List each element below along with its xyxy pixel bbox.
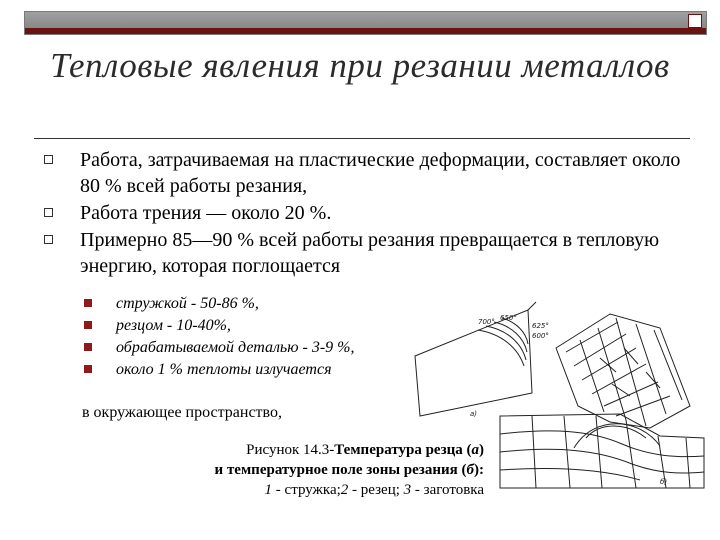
workpiece-grid-line [500, 431, 704, 457]
slide-title: Тепловые явления при резании металлов [50, 46, 670, 85]
workpiece-grid-line [500, 449, 704, 473]
bullet-text: Работа, затрачиваемая на пластические деформации, составляет около 80 % всей работы резания, [80, 149, 681, 197]
caption-text: ): [474, 462, 484, 478]
filled-square-bullet-icon [84, 365, 92, 373]
chip-grid-line [566, 322, 670, 416]
caption-text: Температура резца ( [334, 442, 472, 458]
isotherm-line [486, 326, 526, 360]
header-bar-accent [25, 28, 706, 34]
figure-caption [148, 440, 484, 500]
bullet-text: Работа трения — около 20 %. [80, 202, 332, 224]
hollow-square-bullet-icon [44, 235, 53, 244]
caption-text: 1 [264, 482, 273, 498]
sub-bullet-text: стружкой - 50-86 %, [116, 295, 259, 312]
main-bullet-list [44, 147, 684, 280]
caption-text: - заготовка [411, 482, 484, 498]
sub-bullet-text: около 1 % теплоты излучается [116, 361, 332, 378]
sub-bullet-text: резцом - 10-40%, [116, 317, 231, 334]
caption-text: Рисунок 14.3- [246, 442, 335, 458]
caption-text: 3 [403, 482, 412, 498]
isotherm-label: 600° [532, 332, 549, 340]
caption-text: б [466, 462, 474, 478]
corner-square-icon [688, 14, 702, 28]
leader-line [528, 302, 536, 310]
caption-text: - резец; [348, 482, 404, 498]
workpiece-grid-line [500, 468, 640, 480]
panel-label: б) [660, 478, 668, 486]
sub-bullet-continuation: в окружающее пространство, [82, 404, 282, 421]
isotherm-line [478, 330, 524, 366]
caption-text: 2 [340, 482, 349, 498]
sub-bullet-text: обрабатываемой деталью - 3-9 %, [116, 339, 355, 356]
isotherm-label: 700° [478, 318, 495, 326]
caption-text: а [471, 442, 479, 458]
isotherm-label: 625° [532, 322, 549, 330]
isotherm-label: 650° [500, 314, 517, 322]
bullet-item [44, 147, 684, 199]
filled-square-bullet-icon [84, 343, 92, 351]
hollow-square-bullet-icon [44, 155, 53, 164]
arrow-line [600, 348, 660, 396]
filled-square-bullet-icon [84, 299, 92, 307]
bullet-item [44, 200, 684, 226]
title-divider [34, 138, 690, 139]
tool-outline [415, 310, 532, 416]
caption-text: - стружка; [272, 482, 341, 498]
panel-label: а) [470, 410, 478, 418]
bullet-text: Примерно 85—90 % всей работы резания превращается в тепловую энергию, которая поглощается [80, 229, 660, 277]
caption-text: и температурное поле зоны резания ( [214, 462, 467, 478]
workpiece-outline [500, 414, 704, 488]
hollow-square-bullet-icon [44, 208, 53, 217]
header-bar [24, 11, 707, 35]
filled-square-bullet-icon [84, 321, 92, 329]
bullet-item [44, 227, 684, 279]
caption-text: ) [479, 442, 484, 458]
